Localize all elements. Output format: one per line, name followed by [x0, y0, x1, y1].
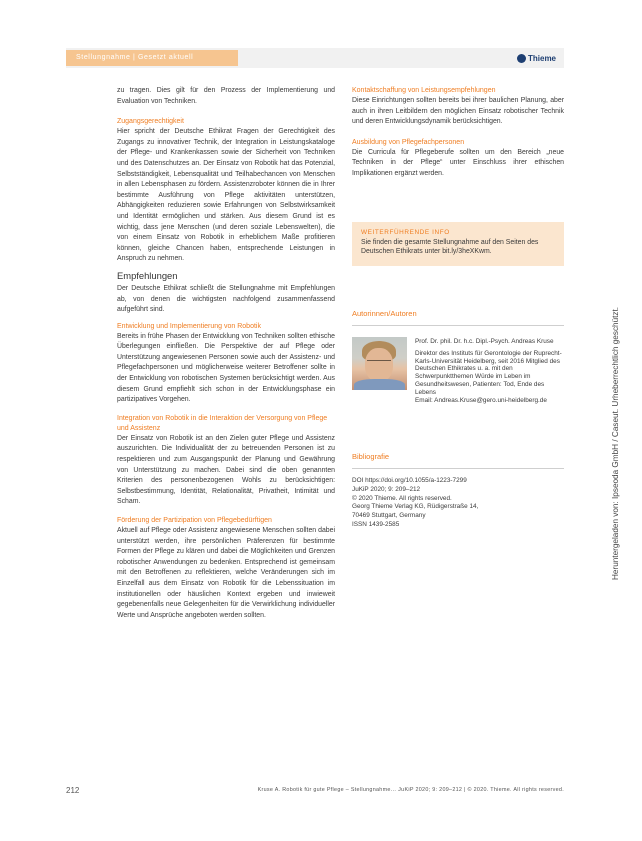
empfehlungen-heading: Empfehlungen	[117, 269, 178, 281]
logo-text: Thieme	[528, 53, 557, 63]
authors-heading: Autorinnen/Autoren	[352, 309, 417, 318]
integration-paragraph: Der Einsatz von Robotik ist an den Zielen guter Pflege und Assistenz auszurichten. Die Individualität der zu betreuenden Personen ist zu respektieren und zum Ausgangspunkt der Planung und Gewährung von Unterstützung zu machen. Dabei sind die oben genannten Kriterien des personenbezogenen Wohls zu berücksichtigen: Selbstbestimmung, Identität, Relationalität, Privatheit, Intimität und Scham.	[117, 434, 335, 506]
entwicklung-paragraph: Bereits in frühe Phasen der Entwicklung von Techniken sollten ethische Überlegungen einfließen. Die Perspektive der auf Pflege oder Unterstützung angewiesenen Personen sowie auch der Assistenz- und Pflegefachpersonen und möglicherweise weiterer Betroffener sollte in der Entwicklung von robotischen Systemen berücksichtigt werden. Aus diesem Grund empfiehlt sich schon in der Entwicklungsphase ein partizipatives Vorgehen.	[117, 332, 335, 404]
author-info	[415, 338, 565, 404]
bibliography	[352, 477, 564, 530]
author-name: Prof. Dr. phil. Dr. h.c. Dipl.-Psych. Andreas Kruse	[415, 338, 554, 345]
schaffung-heading: Kontaktschaffung von Leistungsempfehlungen	[352, 87, 496, 94]
entwicklung-heading: Entwicklung und Implementierung von Robotik	[117, 322, 261, 330]
download-credit-text: Heruntergeladen von: Ipseoda GmbH / Caseut. Urheberrechtlich geschützt.	[611, 306, 620, 580]
author-photo	[352, 337, 407, 390]
bibliography-line: © 2020 Thieme. All rights reserved.	[352, 494, 452, 502]
bibliography-heading: Bibliografie	[352, 452, 390, 461]
thieme-logo-icon	[517, 54, 526, 63]
bibliography-line: Georg Thieme Verlag KG, Rüdigerstraße 14,	[352, 503, 479, 511]
authors-divider	[352, 325, 564, 326]
schaffung-paragraph: Diese Einrichtungen sollten bereits bei ihrer baulichen Planung, aber auch in ihren Leitbildern den möglichen Einsatz robotischer Technik und deren Entwicklungsdynamik berücksichtigen.	[352, 97, 564, 126]
left-column	[117, 86, 335, 621]
bibliography-doi[interactable]: DOI https://doi.org/10.1055/a-1223-7299	[352, 477, 467, 484]
intro-paragraph: zu tragen. Dies gilt für den Prozess der Implementierung und Evaluation von Techniken.	[117, 87, 335, 105]
integration-heading: Integration von Robotik in die Interaktion der Versorgung von Pflege und Assistenz	[117, 414, 328, 432]
ausbildung-paragraph: Die Curricula für Pflegeberufe sollten um den Bereich „neue Techniken in der Pflege“ unter Einschluss ihrer ethischen Implikationen ergänzt werden.	[352, 148, 564, 177]
bibliography-line: JuKiP 2020; 9: 209–212	[352, 485, 421, 493]
section-tag: Stellungnahme | Gesetzt aktuell	[66, 50, 238, 66]
zugang-heading: Zugangsgerechtigkeit	[117, 118, 184, 126]
bibliography-divider	[352, 468, 564, 469]
footer-citation: Kruse A. Robotik für gute Pflege – Stellungnahme… JuKiP 2020; 9: 209–212 | © 2020. Thieme. All rights reserved.	[257, 787, 564, 793]
author-bio: Direktor des Instituts für Gerontologie der Ruprecht-Karls-Universität Heidelberg, seit 2016 Mitglied des Deutschen Ethikrates u. a. mit den Schwerpunktthemen Würde im Leben im Gesundheitswesen, Patienten: Tod, Ende des Lebens	[415, 349, 562, 396]
author-email[interactable]: Email: Andreas.Kruse@gero.uni-heidelberg.de	[415, 396, 547, 404]
ausbildung-heading: Ausbildung von Pflegefachpersonen	[352, 138, 465, 146]
publisher-logo	[517, 52, 556, 64]
foerderung-paragraph: Aktuell auf Pflege oder Assistenz angewiesene Menschen sollten dabei unterstützt werden, ihre persönlichen Präferenzen für bestimmte Formen der Pflege zu klären und dabei die Möglichkeiten und Grenzen robotischer Anwendungen zu bedenken. Entsprechend ist gemeinsam mit den Betroffenen zu reflektieren, welche Veränderungen sich im Einzelfall aus dem Einsatz von Robotik für die Lebenssituation im institutionellen oder häuslichen Kontext ergeben und inwieweit gegebenenfalls neue Gelegenheiten für die Verwirklichung individueller Werte und Ansprüche angeboten werden sollten.	[117, 527, 335, 619]
download-credit	[611, 306, 631, 600]
foerderung-heading: Förderung der Partizipation von Pflegebedürftigen	[117, 517, 272, 524]
infobox-text: Sie finden die gesamte Stellungnahme auf den Seiten des Deutschen Ethikrats unter bit.ly/3heXKwm.	[361, 239, 539, 256]
empfehlungen-paragraph: Der Deutsche Ethikrat schließt die Stellungnahme mit Empfehlungen ab, von denen die wichtigsten nachfolgend zusammenfassend aufgeführt sind.	[117, 284, 335, 314]
zugang-paragraph: Hier spricht der Deutsche Ethikrat Fragen der Gerechtigkeit des Zugangs zu innovativer Technik, der Integration in Leistungskataloge der Pflege- und Krankenkassen sowie der Sicherheit von Techniken und des Datenschutzes an. Der Einsatz von Robotik hat das Potenzial, Selbstständigkeit, Lebensqualität und Teilhabechancen von Menschen in allen Lebensphasen zu fördern. Assistenzroboter können die in Ihrer bestimmte Ausführung von Pflege aktivitäten unterstützen, Abhängigkeiten reduzieren sowie Erfahrungen von Selbstwirksamkeit und Identität ermöglichen und stärken. Aus diesem Grund ist es wichtig, dass jene Menschen (und deren soziale Lebenswelten), die von einem Einsatz von Robotik in erheblichem Maße profitieren können, gleiche Chancen haben, entsprechende Leistungen in Anspruch zu nehmen.	[117, 128, 335, 263]
right-column	[352, 86, 564, 180]
bibliography-line: 70469 Stuttgart, Germany	[352, 512, 426, 520]
page-number: 212	[66, 786, 80, 795]
info-box	[352, 222, 564, 266]
infobox-title: WEITERFÜHRENDE INFO	[361, 229, 450, 236]
bibliography-line: ISSN 1439-2585	[352, 520, 400, 528]
